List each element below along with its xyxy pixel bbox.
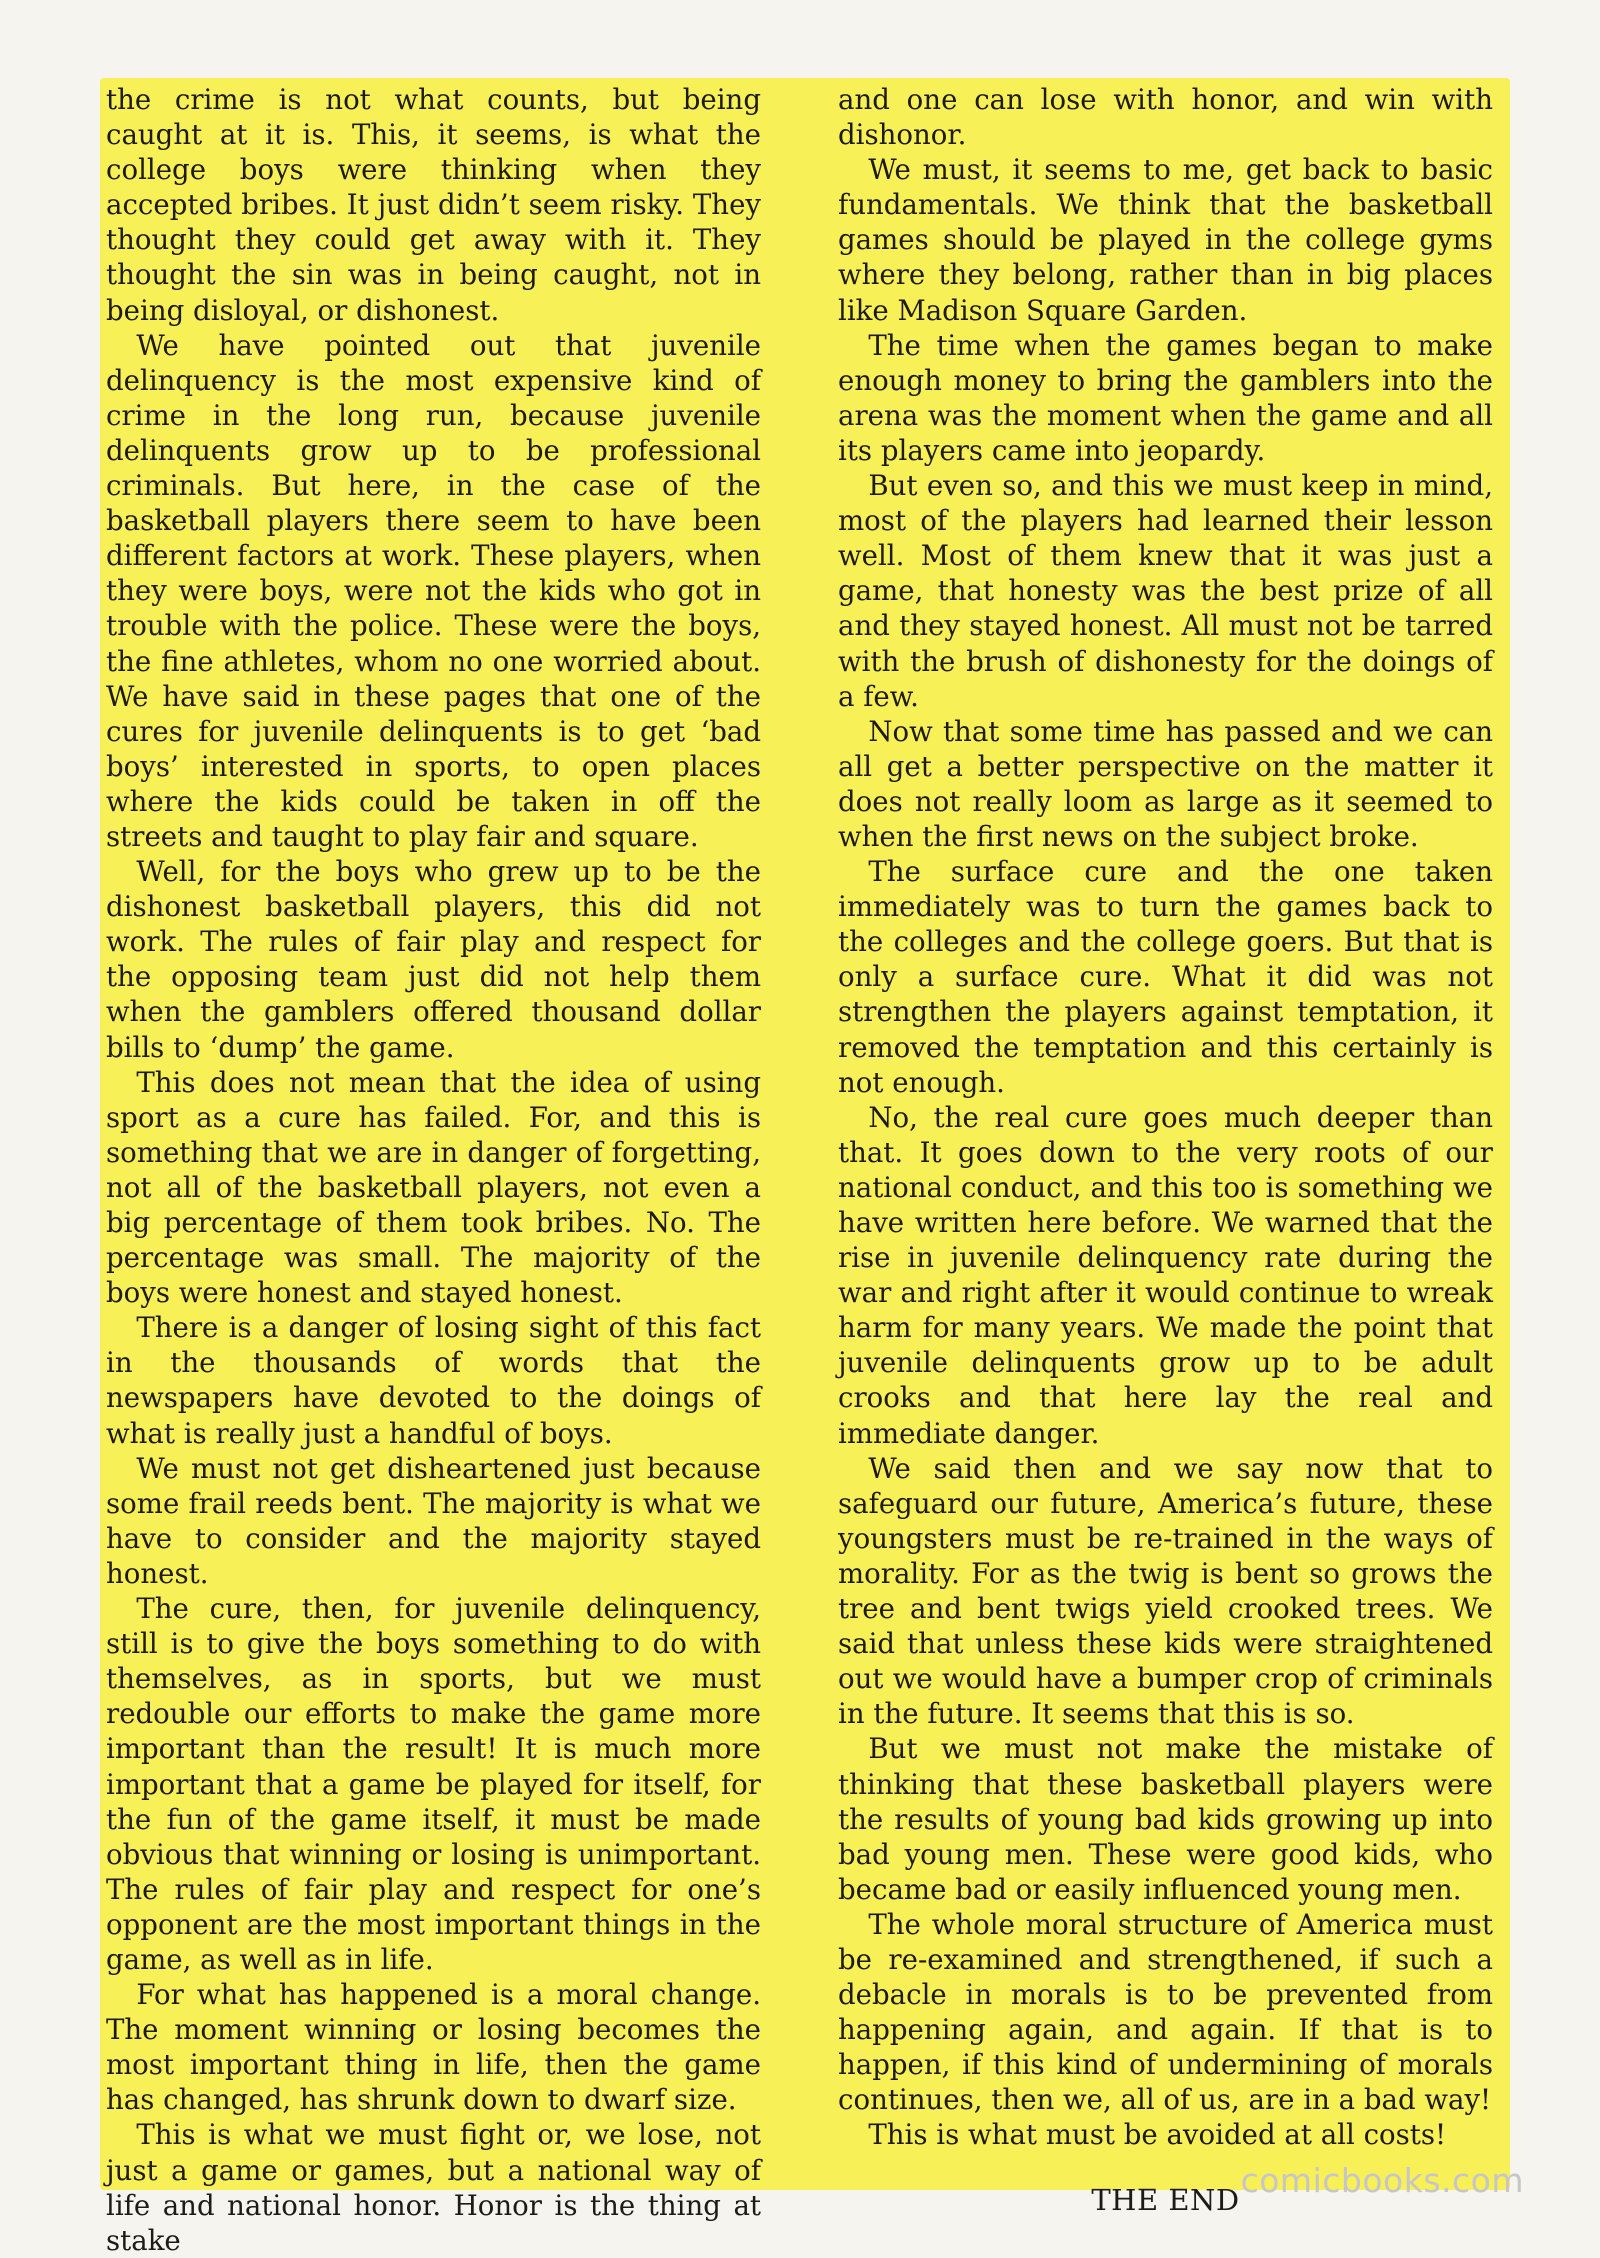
paragraph: There is a danger of losing sight of this fact in the thousands of words that the newspapers have devoted to the doings of what is really just a handful of boys.: [106, 1311, 761, 1450]
paragraph: the crime is not what counts, but being caught at it is. This, it seems, is what the college boys were thinking when they accepted bribes. It just didn’t seem risky. They thought they could get away with it. They thought the sin was in being caught, not in being disloyal, or dishonest.: [106, 83, 761, 327]
paragraph: The surface cure and the one taken immediately was to turn the games back to the colleges and the college goers. But that is only a surface cure. What it did was not strengthen the players against temptation, it removed the temptation and this certainly is not enough.: [838, 855, 1493, 1099]
paragraph: No, the real cure goes much deeper than that. It goes down to the very roots of our national conduct, and this too is something we have written here before. We warned that the rise in juvenile delinquency rate during the war and right after it would continue to wreak harm for many years. We made the point that juvenile delinquents grow up to be adult crooks and that here lay the real and immediate danger.: [838, 1100, 1493, 1450]
paragraph: We said then and we say now that to safeguard our future, America’s future, these youngsters must be re-trained in the ways of morality. For as the twig is bent so grows the tree and bent twigs yield crooked trees. We said that unless these kids were straightened out we would have a bumper crop of criminals in the future. It seems that this is so.: [838, 1451, 1493, 1731]
paragraph: Well, for the boys who grew up to be the dishonest basketball players, this did not work. The rules of fair play and respect for the opposing team just did not help them when the gamblers offered thousand dollar bills to ‘dump’ the game.: [106, 855, 761, 1064]
right-column: [838, 82, 1493, 2218]
paragraph: The whole moral structure of America must be re-examined and strengthened, if such a debacle in morals is to be prevented from happening again, and again. If that is to happen, if this kind of undermining of morals continues, then we, all of us, are in a bad way!: [838, 1907, 1493, 2117]
paragraph: But even so, and this we must keep in mind, most of the players had learned their lesson well. Most of them knew that it was just a game, that honesty was the best prize of all and they stayed honest. All must not be tarred with the brush of dishonesty for the doings of a few.: [838, 469, 1493, 713]
paragraph: Now that some time has passed and we can all get a better perspective on the matter it does not really loom as large as it seemed to when the first news on the subject broke.: [838, 714, 1493, 853]
paragraph: We have pointed out that juvenile delinquency is the most expensive kind of crime in the long run, because juvenile delinquents grow up to be professional criminals. But here, in the case of the basketball players there seem to have been different factors at work. These players, when they were boys, were not the kids who got in trouble with the police. These were the boys, the fine athletes, whom no one worried about. We have said in these pages that one of the cures for juvenile delinquents is to get ‘bad boys’ interested in sports, to open places where the kids could be taken in off the streets and taught to play fair and square.: [106, 328, 761, 853]
paragraph: The cure, then, for juvenile delinquency, still is to give the boys something to do with themselves, as in sports, but we must redouble our efforts to make the game more important than the result! It is much more important that a game be played for itself, for the fun of the game itself, it must be made obvious that winning or losing is unimportant. The rules of fair play and respect for one’s opponent are the most important things in the game, as well as in life.: [106, 1592, 761, 1976]
left-column: [106, 82, 761, 2258]
paragraph: We must, it seems to me, get back to basic fundamentals. We think that the basketball games should be played in the college gyms where they belong, rather than in big places like Madison Square Garden.: [838, 153, 1493, 327]
paragraph: But we must not make the mistake of thinking that these basketball players were the results of young bad kids growing up into bad young men. These were good kids, who became bad or easily influenced young men.: [838, 1732, 1493, 1906]
paragraph: The time when the games began to make enough money to bring the gamblers into the arena was the moment when the game and all its players came into jeopardy.: [838, 328, 1493, 467]
paragraph: This does not mean that the idea of using sport as a cure has failed. For, and this is something that we are in danger of forgetting, not all of the basketball players, not even a big percentage of them took bribes. No. The percentage was small. The majority of the boys were honest and stayed honest.: [106, 1065, 761, 1310]
the-end-label: THE END: [1091, 2182, 1240, 2217]
paragraph: For what has happened is a moral change. The moment winning or losing becomes the most important thing in life, then the game has changed, has shrunk down to dwarf size.: [106, 1978, 761, 2117]
paragraph: We must not get disheartened just because some frail reeds bent. The majority is what we have to consider and the majority stayed honest.: [106, 1451, 761, 1590]
paragraph: This is what we must fight or, we lose, not just a game or games, but a national way of life and national honor. Honor is the thing at stake: [106, 2118, 761, 2257]
watermark: comicbooks.com: [1240, 2161, 1524, 2200]
paragraph: and one can lose with honor, and win with dishonor.: [838, 83, 1493, 152]
paragraph: This is what must be avoided at all costs!: [868, 2118, 1447, 2152]
